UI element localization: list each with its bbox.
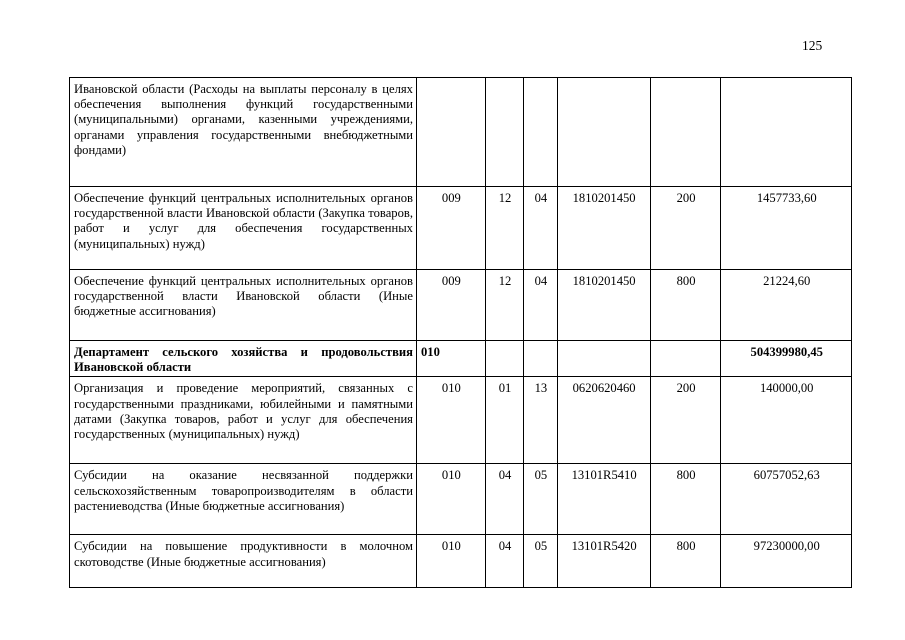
row-amount: 21224,60 (721, 270, 852, 341)
row-target-article: 0620620460 (557, 377, 650, 464)
row-section-code: 01 (485, 377, 523, 464)
row-ministry-code: 010 (416, 341, 485, 377)
row-target-article: 1810201450 (557, 187, 650, 270)
row-section-code (485, 341, 523, 377)
row-section-code (485, 78, 523, 187)
row-target-article (557, 341, 650, 377)
row-amount (721, 78, 852, 187)
row-description: Ивановской области (Расходы на выплаты персоналу в целях обеспечения выполнения функций государственными (муниципальными) органами, казенными учреждениями, органами управления государственными внебюджетными фондами) (70, 78, 417, 187)
row-description: Обеспечение функций центральных исполнительных органов государственной власти Ивановской области (Закупка товаров, работ и услуг для обеспечения государственных (муниципальных) нужд) (70, 187, 417, 270)
row-subsection-code: 05 (524, 464, 557, 535)
row-ministry-code (416, 78, 485, 187)
row-description: Субсидии на повышение продуктивности в молочном скотоводстве (Иные бюджетные ассигнования) (70, 535, 417, 588)
row-expense-type: 800 (650, 535, 721, 588)
row-amount: 97230000,00 (721, 535, 852, 588)
row-expense-type (650, 78, 721, 187)
row-subsection-code: 04 (524, 270, 557, 341)
row-ministry-code: 009 (416, 187, 485, 270)
row-target-article: 13101R5420 (557, 535, 650, 588)
row-description: Департамент сельского хозяйства и продовольствия Ивановской области (70, 341, 417, 377)
row-description: Субсидии на оказание несвязанной поддержки сельскохозяйственным товаропроизводителям в области растениеводства (Иные бюджетные ассигнования) (70, 464, 417, 535)
row-subsection-code: 05 (524, 535, 557, 588)
budget-table (69, 77, 852, 588)
row-section-code: 04 (485, 464, 523, 535)
row-description: Обеспечение функций центральных исполнительных органов государственной власти Ивановской области (Иные бюджетные ассигнования) (70, 270, 417, 341)
row-expense-type: 200 (650, 187, 721, 270)
row-subsection-code: 04 (524, 187, 557, 270)
table-row-department (70, 341, 852, 377)
table-row (70, 535, 852, 588)
row-target-article (557, 78, 650, 187)
row-amount: 504399980,45 (721, 341, 852, 377)
row-amount: 140000,00 (721, 377, 852, 464)
table-row (70, 270, 852, 341)
row-expense-type: 200 (650, 377, 721, 464)
row-amount: 1457733,60 (721, 187, 852, 270)
row-amount: 60757052,63 (721, 464, 852, 535)
row-subsection-code: 13 (524, 377, 557, 464)
row-section-code: 04 (485, 535, 523, 588)
row-section-code: 12 (485, 187, 523, 270)
row-expense-type (650, 341, 721, 377)
row-ministry-code: 010 (416, 464, 485, 535)
row-target-article: 13101R5410 (557, 464, 650, 535)
row-expense-type: 800 (650, 464, 721, 535)
row-target-article: 1810201450 (557, 270, 650, 341)
row-subsection-code (524, 341, 557, 377)
page-number: 125 (802, 38, 823, 53)
table-row (70, 464, 852, 535)
row-expense-type: 800 (650, 270, 721, 341)
row-section-code: 12 (485, 270, 523, 341)
table-row (70, 187, 852, 270)
row-ministry-code: 010 (416, 535, 485, 588)
row-description: Организация и проведение мероприятий, связанных с государственными праздниками, юбилейными и памятными датами (Закупка товаров, работ и услуг для обеспечения государственных (муниципальных) нужд) (70, 377, 417, 464)
row-ministry-code: 010 (416, 377, 485, 464)
table-row (70, 78, 852, 187)
row-subsection-code (524, 78, 557, 187)
table-row (70, 377, 852, 464)
row-ministry-code: 009 (416, 270, 485, 341)
